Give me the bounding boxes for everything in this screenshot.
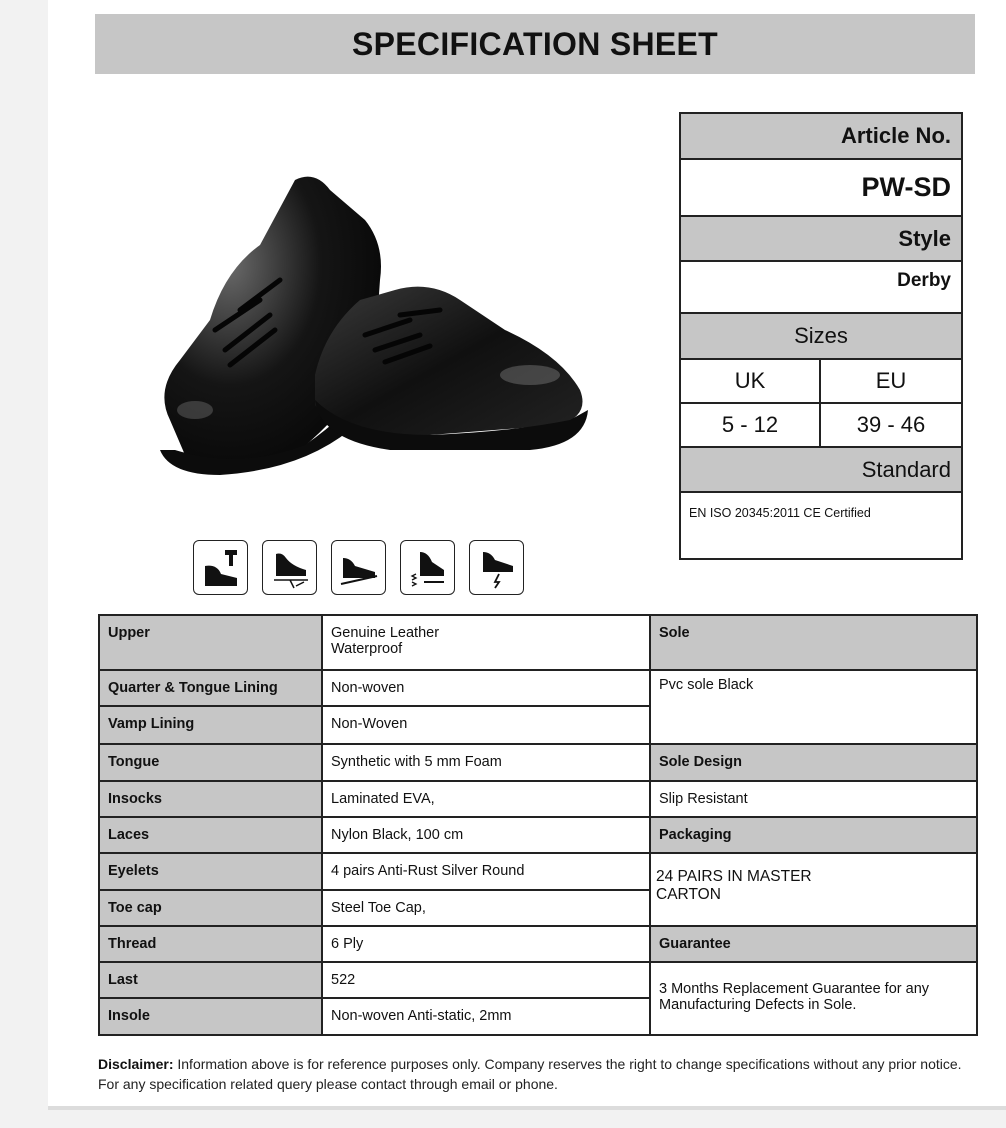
table-row (99, 926, 977, 962)
toecap-label: Toe cap (99, 890, 322, 926)
sheet-title: SPECIFICATION SHEET (95, 14, 975, 74)
eyelets-value: 4 pairs Anti-Rust Silver Round (322, 853, 650, 890)
article-box (679, 112, 963, 560)
guarantee-value-line: 3 Months Replacement Guarantee for any (659, 981, 930, 997)
toecap-value: Steel Toe Cap, (322, 890, 650, 926)
tongue-label: Tongue (99, 744, 322, 781)
sizes-label: Sizes (681, 314, 961, 360)
standard-value: EN ISO 20345:2011 CE Certified (689, 506, 871, 520)
packaging-value (650, 853, 977, 926)
table-row (99, 853, 977, 890)
table-row (99, 962, 977, 998)
last-label: Last (99, 962, 322, 998)
tongue-value: Synthetic with 5 mm Foam (322, 744, 650, 781)
style-label: Style (681, 217, 961, 262)
laces-value: Nylon Black, 100 cm (322, 817, 650, 853)
guarantee-value-line: Manufacturing Defects in Sole. (659, 997, 857, 1013)
eu-label: EU (875, 368, 907, 393)
laces-label: Laces (99, 817, 322, 853)
size-values (681, 404, 961, 448)
disclaimer-label: Disclaimer: (98, 1056, 174, 1072)
guarantee-value (650, 962, 977, 1035)
eyelets-label: Eyelets (99, 853, 322, 890)
table-row (99, 781, 977, 817)
antistatic-icon (469, 540, 524, 595)
insole-label: Insole (99, 998, 322, 1035)
size-headers (681, 360, 961, 404)
feature-icons (193, 540, 524, 595)
style-value: Derby (681, 262, 961, 314)
thread-value: 6 Ply (322, 926, 650, 962)
last-value: 522 (322, 962, 650, 998)
standard-label: Standard (681, 448, 961, 493)
upper-label: Upper (99, 615, 322, 670)
spec-table (98, 614, 978, 1036)
packaging-value-line: CARTON (656, 886, 721, 903)
shock-absorbing-icon (400, 540, 455, 595)
steel-toe-impact-icon (193, 540, 248, 595)
upper-value-line: Waterproof (331, 641, 403, 657)
quarter-value: Non-woven (322, 670, 650, 706)
insocks-value: Laminated EVA, (322, 781, 650, 817)
page-edge (48, 1106, 1006, 1110)
upper-value (322, 615, 650, 670)
article-label: Article No. (681, 114, 961, 160)
upper-value-line: Genuine Leather (331, 625, 440, 641)
insocks-label: Insocks (99, 781, 322, 817)
uk-value: 5 - 12 (681, 404, 821, 446)
table-row (99, 817, 977, 853)
guarantee-label: Guarantee (650, 926, 977, 962)
sole-value: Pvc sole Black (650, 670, 977, 744)
thread-label: Thread (99, 926, 322, 962)
uk-label: UK (681, 360, 821, 402)
packaging-value-line: 24 PAIRS IN MASTER (656, 868, 812, 885)
table-row (99, 670, 977, 706)
penetration-resistant-icon (262, 540, 317, 595)
product-photo (130, 150, 610, 510)
table-row (99, 744, 977, 781)
sole-design-value: Slip Resistant (650, 781, 977, 817)
quarter-label: Quarter & Tongue Lining (99, 670, 322, 706)
vamp-label: Vamp Lining (99, 706, 322, 744)
sole-label: Sole (650, 615, 977, 670)
packaging-label: Packaging (650, 817, 977, 853)
insole-value: Non-woven Anti-static, 2mm (322, 998, 650, 1035)
shoe-right (315, 287, 588, 450)
table-row (99, 615, 977, 670)
sole-design-label: Sole Design (650, 744, 977, 781)
disclaimer (98, 1054, 968, 1094)
vamp-value: Non-Woven (322, 706, 650, 744)
article-value: PW-SD (681, 160, 961, 217)
slip-resistant-icon (331, 540, 386, 595)
disclaimer-text: Information above is for reference purposes only. Company reserves the right to change specifications without any prior notice. For any specification related query please contact through email or phone. (98, 1056, 962, 1092)
eu-value: 39 - 46 (856, 412, 926, 437)
